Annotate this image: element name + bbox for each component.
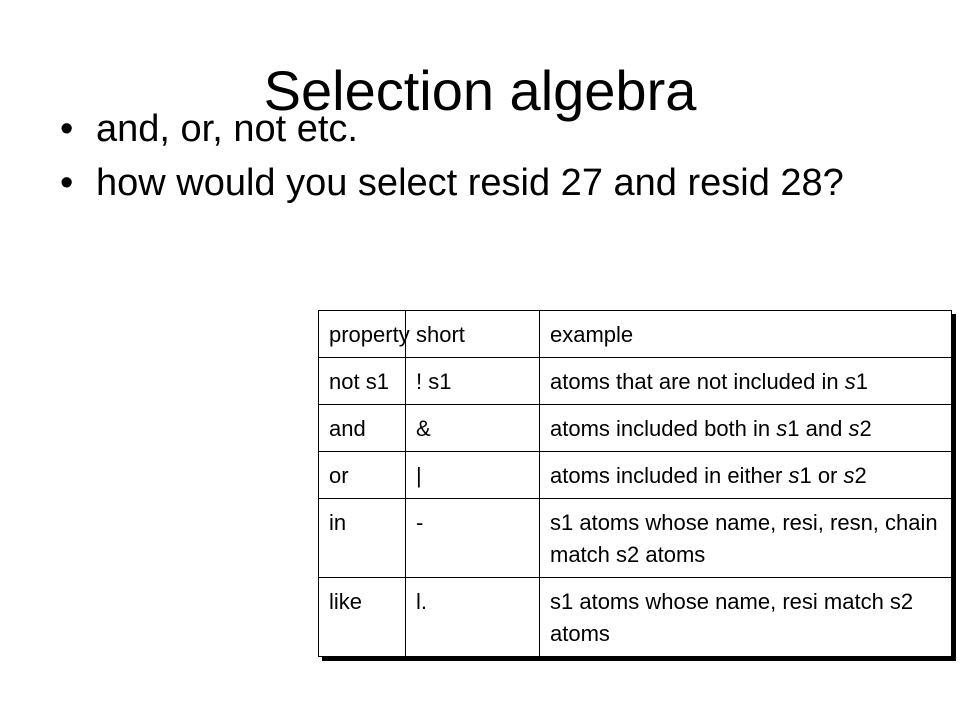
cell-example bbox=[540, 405, 952, 452]
example-text: 1 or bbox=[799, 463, 844, 488]
selection-operators-table bbox=[318, 310, 952, 657]
bullet-list bbox=[60, 106, 910, 214]
example-italic-text: s bbox=[776, 416, 788, 441]
cell-short: | bbox=[406, 452, 540, 499]
cell-example bbox=[540, 358, 952, 405]
column-header-short: short bbox=[406, 311, 540, 358]
example-text: 1 bbox=[855, 369, 868, 394]
cell-example bbox=[540, 452, 952, 499]
example-text: 2 bbox=[859, 416, 872, 441]
example-italic-text: s bbox=[843, 463, 855, 488]
selection-operators-table-wrapper bbox=[318, 310, 951, 657]
cell-example bbox=[540, 578, 952, 657]
cell-property: not s1 bbox=[319, 358, 406, 405]
cell-property: like bbox=[319, 578, 406, 657]
example-text: atoms included in either bbox=[550, 463, 789, 488]
bullet-item bbox=[60, 160, 910, 206]
cell-property: in bbox=[319, 499, 406, 578]
example-text: atoms included both in bbox=[550, 416, 777, 441]
bullet-text: and, or, not etc. bbox=[96, 108, 358, 150]
example-text: 1 and bbox=[787, 416, 849, 441]
example-italic-text: s bbox=[844, 369, 856, 394]
example-text: 2 bbox=[854, 463, 867, 488]
cell-example bbox=[540, 499, 952, 578]
cell-short: - bbox=[406, 499, 540, 578]
table-row bbox=[319, 405, 952, 452]
column-header-example: example bbox=[540, 311, 952, 358]
example-text: atoms that are not included in bbox=[550, 369, 845, 394]
example-text: s1 atoms whose name, resi, resn, chain match s2 atoms bbox=[550, 510, 938, 567]
cell-short: ! s1 bbox=[406, 358, 540, 405]
table-row bbox=[319, 578, 952, 657]
table-row bbox=[319, 358, 952, 405]
cell-short: & bbox=[406, 405, 540, 452]
table-row bbox=[319, 499, 952, 578]
table-header-row bbox=[319, 311, 952, 358]
bullet-marker: • bbox=[60, 108, 74, 150]
slide-title: Selection algebra bbox=[263, 58, 697, 122]
table-row bbox=[319, 452, 952, 499]
example-italic-text: s bbox=[788, 463, 800, 488]
example-text: s1 atoms whose name, resi match s2 atoms bbox=[550, 589, 914, 646]
column-header-property: property bbox=[319, 311, 406, 358]
table-body bbox=[319, 358, 952, 657]
cell-property: or bbox=[319, 452, 406, 499]
bullet-text: how would you select resid 27 and resid 28? bbox=[96, 162, 844, 204]
example-italic-text: s bbox=[848, 416, 860, 441]
bullet-marker: • bbox=[60, 162, 74, 204]
bullet-item bbox=[60, 106, 910, 152]
cell-short: l. bbox=[406, 578, 540, 657]
cell-property: and bbox=[319, 405, 406, 452]
